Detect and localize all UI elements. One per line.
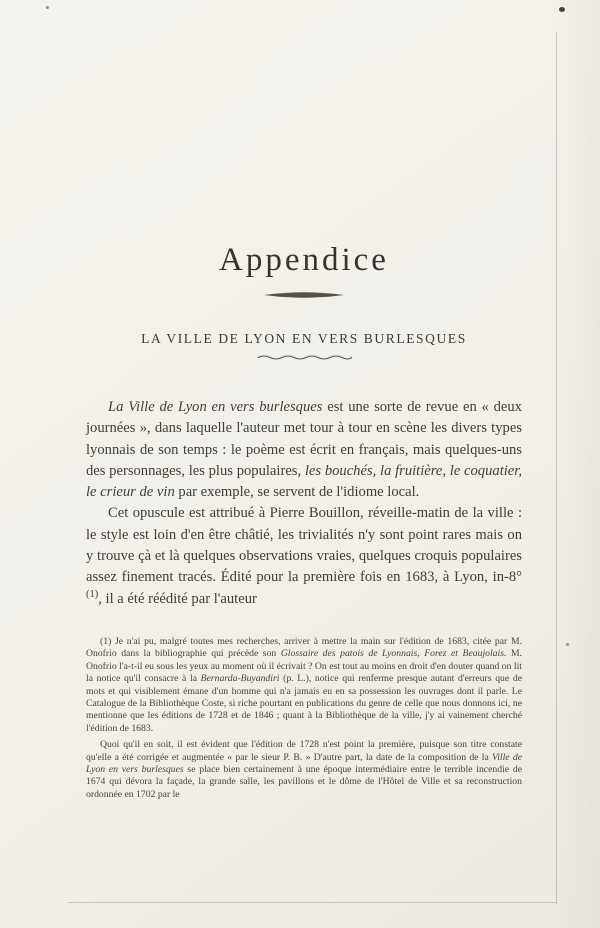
scan-speck xyxy=(559,7,565,12)
scan-speck xyxy=(46,6,49,9)
body-text xyxy=(86,397,522,610)
subtitle-flourish-icon xyxy=(86,354,522,361)
text-column xyxy=(86,0,522,801)
title-flourish-icon xyxy=(86,291,522,299)
footnote: Quoi qu'il en soit, il est évident que l'édition de 1728 n'est point la première, puisque son titre constate qu'elle a été corrigée et augmentée « par le sieur P. B. » D'autre part, la date de la composition de la Ville de Lyon en vers burlesques se place bien certainement à une époque intermédiaire entre le terrible incendie de 1674 qui dévora la façade, la grande salle, les pavillons et le dôme de l'Hôtel de Ville et sa reconstruction ordonnée en 1702 par le xyxy=(86,739,523,800)
footnotes xyxy=(86,636,522,801)
section-title: LA VILLE DE LYON EN VERS BURLESQUES xyxy=(141,331,467,346)
page-edge-shade xyxy=(557,0,600,928)
footnote: (1) Je n'ai pu, malgré toutes mes recherches, arriver à mettre la main sur l'édition de 1683, citée par M. Onofrio dans la bibliographie qui précède son Glossaire des patois de Lyonnais, Forez et Beaujolais. M. Onofrio l'a-t-il eu sous les yeux au moment où il écrivait ? On est tout au moins en droit d'en douter quand on lit la notice qu'il consacre à la Bernarda-Buyandiri (p. L.), notice qui renferme presque autant d'erreurs que de mots et qui visiblement émane d'un homme qui n'a jamais eu en sa possession les ouvrages dont il parle. Le Catalogue de la Bibliothèque Coste, si riche pourtant en publications du genre de celle que nous donnons ici, ne mentionne que les éditions de 1728 et de 1846 ; quant à la Bibliothèque de la ville, j'y ai vainement cherché l'édition de 1683. xyxy=(86,635,522,734)
paragraph: La Ville de Lyon en vers burlesques est une sorte de revue en « deux journées », dans laquelle l'auteur met tour à tour en scène les divers types lyonnais de son temps : le poème est écrit en français, mais quelques-uns des personnages, les plus populaires, les bouchés, la fruitière, le coquatier, le crieur de vin par exemple, se servent de l'idiome local. xyxy=(86,399,522,501)
page-edge-line-bottom xyxy=(68,902,557,903)
page-edge-line-right xyxy=(556,32,557,904)
scan-speck xyxy=(566,643,569,646)
paragraph: Cet opuscule est attribué à Pierre Bouillon, réveille-matin de la ville : le style est loin d'en être châtié, les trivialités n'y sont point rares mais on y trouve çà et là quelques observations vraies, quelques croquis populaires assez finement tracés. Édité pour la première fois en 1683, à Lyon, in-8° $^{(1)}$, il a été réédité par l'auteur xyxy=(86,505,522,607)
chapter-title: Appendice xyxy=(219,242,389,278)
